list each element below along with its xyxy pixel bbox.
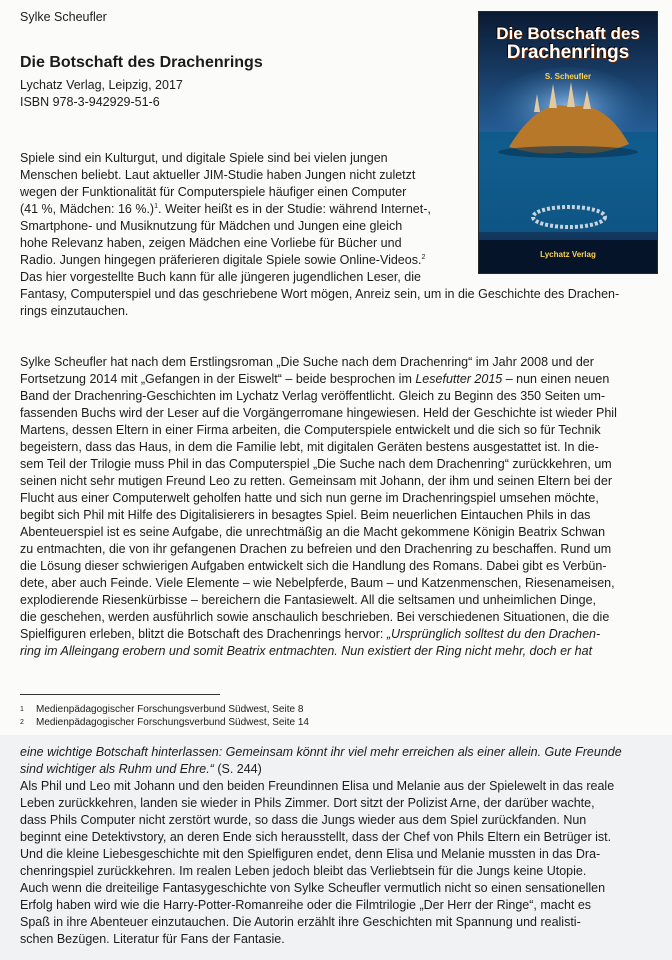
text-line: Band der Drachenring-Geschichten im Lychatz Verlag veröffentlicht. Gleich zu Beginn des 350 Seiten um-: [20, 389, 606, 403]
text-line: sind wichtiger als Ruhm und Ehre.“ (S. 244): [20, 762, 262, 776]
text-line: Spiele sind ein Kulturgut, und digitale Spiele sind bei vielen jungen: [20, 151, 388, 165]
text-line: dass Phils Computer nicht zerstört wurde, so dass die Jungs wieder aus dem Spiel zurückfanden. Nun: [20, 813, 587, 827]
text-line: Erfolg haben wird wie die Harry-Potter-Romanreihe oder die Filmtrilogie „Der Herr der Ringe“, macht es: [20, 898, 592, 912]
isbn: ISBN 978-3-942929-51-6: [20, 95, 160, 109]
text-line: die geschehen, werden ausführlich sowie anschaulich beschrieben. Bei verschiedenen Situationen, die die: [20, 610, 610, 624]
footnote-ref: 1: [154, 202, 159, 210]
text-line: begibt sich Phil mit Hilfe des Digitalisierers in besagtes Spiel. Beim neuerlichen Eintauchen Phils in das: [20, 508, 591, 522]
publisher-info: Lychatz Verlag, Leipzig, 2017: [20, 78, 183, 92]
text-line: Spaß in ihre Abenteuer einzutauchen. Die Autorin erzählt ihre Geschichten mit Spannung und realisti-: [20, 915, 581, 929]
main-paragraph: [20, 354, 617, 660]
text-line: explodierende Riesenkürbisse – bereichern die Fantasiewelt. All die seltsamen und unheimlichen Dinge,: [20, 593, 597, 607]
footnote-ref: 2: [421, 253, 426, 261]
text-line: ring im Alleingang erobern und somit Beatrix entmachten. Nun existiert der Ring nicht mehr, doch er hat: [20, 644, 593, 658]
text-line: Menschen beliebt. Laut aktueller JIM-Studie haben Jungen nicht zuletzt: [20, 168, 416, 182]
text-line: dete, aber auch Feinde. Viele Elemente – wie Nebelpferde, Baum – und Katzenmenschen, Riesenameisen,: [20, 576, 615, 590]
intro-paragraph: [20, 150, 619, 320]
text-line: die Lösung dieser schwierigen Aufgaben entwickelt sich die Handlung des Romans. Dabei gibt es Verbün-: [20, 559, 607, 573]
text-line: Fortsetzung 2014 mit „Gefangen in der Eiswelt“ – beide besprochen im Lesefutter 2015 – nun einen neuen: [20, 372, 610, 386]
text-line: Fantasy, Computerspiel und das geschriebene Wort mögen, Anreiz sein, um in die Geschichte des Drachen-: [20, 287, 620, 301]
text-line: Sylke Scheufler hat nach dem Erstlingsroman „Die Suche nach dem Drachenring“ im Jahr 2008 und der: [20, 355, 594, 369]
cover-publisher: Lychatz Verlag: [540, 250, 596, 259]
continuation-paragraph: [20, 744, 622, 948]
text-line: begeistern, dass das Haus, in dem die Familie lebt, mit digitalen Geräten bestens ausgestattet ist. In die-: [20, 440, 599, 454]
text-line: chenringspiel zurückkehren. Im realen Leben jedoch bleibt das Verliebtsein für die Jungs keine Utopie.: [20, 864, 587, 878]
text-line: Flucht aus einer Computerwelt geholfen hatte und sich nun gerne im Drachenringspiel umsehen möchte,: [20, 491, 599, 505]
text-line: Martens, dessen Eltern in einer Firma arbeiten, die Computerspiele entwickelt und die sich so für Technik: [20, 423, 601, 437]
text-line: seinen nicht sehr mutigen Freund Leo zu retten. Gemeinsam mit Johann, der ihm und seinen Eltern bei der: [20, 474, 612, 488]
text-line: Als Phil und Leo mit Johann und den beiden Freundinnen Elisa und Melanie aus der Spielewelt in das reale: [20, 779, 615, 793]
text-line: Leben zurückkehren, landen sie wieder in Phils Zimmer. Dort sitzt der Polizist Arne, der darüber wachte,: [20, 796, 595, 810]
text-line: fassenden Buchs wird der Leser auf die Vorgängerromane hingewiesen. Held der Geschichte ist wieder Phil: [20, 406, 617, 420]
author-name: Sylke Scheufler: [20, 10, 107, 24]
text-line: rings einzutauchen.: [20, 304, 129, 318]
text-line: eine wichtige Botschaft hinterlassen: Gemeinsam könnt ihr viel mehr erreichen als einer allein. Gute Freunde: [20, 745, 622, 759]
cover-author: S. Scheufler: [544, 72, 592, 81]
text-line: Und die kleine Liebesgeschichte mit den Spielfiguren endet, denn Elisa und Melanie mussten in das Dra-: [20, 847, 601, 861]
footnote-text: Medienpädagogischer Forschungsverbund Südwest, Seite 14: [36, 717, 309, 728]
text-line: Smartphone- und Musiknutzung für Mädchen und Jungen eine gleich: [20, 219, 403, 233]
footnote-text: Medienpädagogischer Forschungsverbund Südwest, Seite 8: [36, 704, 304, 715]
text-line: Abenteuerspiel ist es seine Aufgabe, die unrechtmäßig an die Macht gekommene Königin Beatrix Schwan: [20, 525, 606, 539]
footnote-1: [20, 704, 303, 716]
text-line: Radio. Jungen hingegen präferieren digitale Spiele sowie Online-Videos.$^2$: [20, 253, 426, 267]
footnote-number: 1: [20, 706, 24, 713]
text-line: (41 %, Mädchen: 16 %.)$^1$. Weiter heißt es in der Studie: während Internet-,: [20, 202, 431, 216]
cover-title-line2: Drachenrings: [506, 42, 630, 63]
text-line: zu entmachten, die von ihr gefangenen Drachen zu befreien und den Drachenring zu beschaffen. Rund um: [20, 542, 612, 556]
footnote-number: 2: [20, 719, 24, 726]
text-line: Das hier vorgestellte Buch kann für alle jüngeren jugendlichen Leser, die: [20, 270, 421, 284]
text-line: Auch wenn die dreiteilige Fantasygeschichte von Sylke Scheufler vermutlich nicht so einen sensationellen: [20, 881, 606, 895]
text-line: hohe Relevanz haben, zeigen Mädchen eine Vorliebe für Bücher und: [20, 236, 402, 250]
book-title: Die Botschaft des Drachenrings: [20, 54, 263, 71]
text-line: Spielfiguren erleben, blitzt die Botschaft des Drachenrings hervor: „Ursprünglich solltest du den Drachen-: [20, 627, 601, 641]
text-line: beginnt eine Detektivstory, an deren Ende sich herausstellt, dass der Chef von Phils Eltern ein Betrüger ist.: [20, 830, 612, 844]
text-line: sem Teil der Trilogie muss Phil in das Computerspiel „Die Suche nach dem Drachenring“ zurückkehren, um: [20, 457, 612, 471]
cover-title-line1: Die Botschaft des: [496, 24, 640, 43]
text-line: wegen der Funktionalität für Computerspiele häufiger einen Computer: [20, 185, 407, 199]
text-line: schen Bezügen. Literatur für Fans der Fantasie.: [20, 932, 285, 946]
footnote-divider: [20, 694, 220, 695]
footnote-2: [20, 717, 309, 729]
